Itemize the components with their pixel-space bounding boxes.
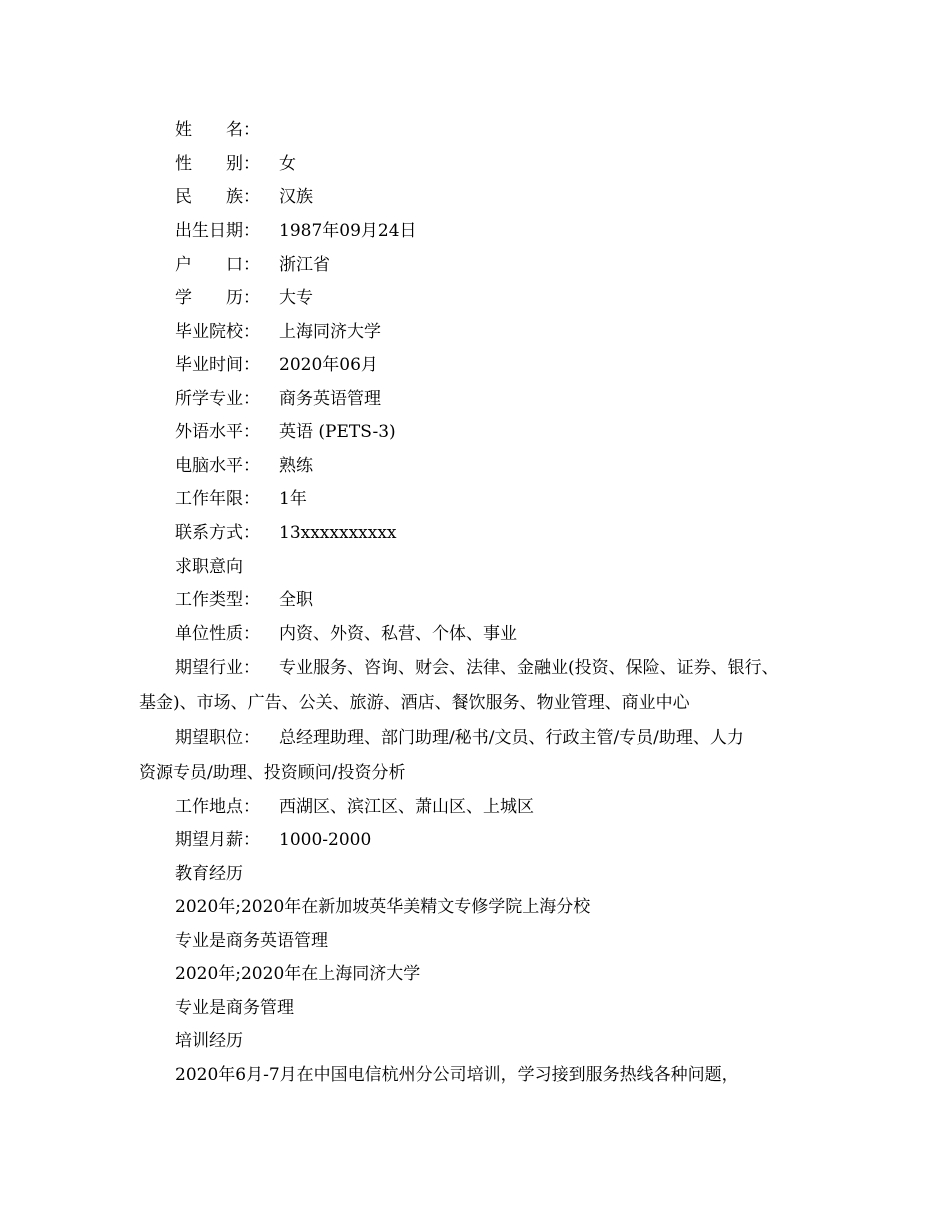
field-label: 期望职位：: [175, 728, 260, 748]
section-heading-training: 培训经历: [175, 1031, 243, 1051]
education-line: 专业是商务英语管理: [175, 931, 328, 951]
field-label: 外语水平：: [175, 422, 260, 442]
field-value: 英语 (PETS-3): [279, 422, 396, 442]
field-label: 出生日期：: [175, 221, 260, 241]
field-value: 商务英语管理: [279, 389, 381, 409]
section-heading-education: 教育经历: [175, 864, 243, 884]
field-value: 上海同济大学: [279, 322, 381, 342]
field-school: [175, 321, 381, 343]
field-label: 期望月薪：: [175, 830, 260, 850]
education-line: 专业是商务管理: [175, 998, 294, 1018]
field-label: 单位性质：: [175, 624, 260, 644]
field-name: [175, 119, 279, 141]
field-gender: [175, 153, 296, 175]
field-location: [175, 796, 534, 818]
field-grad-time: [175, 354, 378, 376]
field-value: 大专: [279, 288, 313, 308]
field-value: 全职: [279, 590, 313, 610]
field-birthdate: [175, 220, 417, 242]
field-label: 姓 名：: [175, 120, 260, 140]
field-value: 西湖区、滨江区、萧山区、上城区: [279, 797, 534, 817]
field-value: 专业服务、咨询、财会、法律、金融业(投资、保险、证券、银行、: [279, 658, 779, 678]
field-value: 汉族: [279, 187, 313, 207]
field-label: 电脑水平：: [175, 456, 260, 476]
education-line: 2020年;2020年在上海同济大学: [175, 964, 421, 984]
field-work-years: [175, 488, 307, 510]
field-contact: [175, 522, 397, 544]
field-company-nature: [175, 623, 517, 645]
field-label: 所学专业：: [175, 389, 260, 409]
training-line: 2020年6月-7月在中国电信杭州分公司培训，学习接到服务热线各种问题，: [175, 1065, 739, 1085]
field-value: 13xxxxxxxxxx: [279, 523, 397, 543]
field-label: 学 历：: [175, 288, 260, 308]
field-ethnicity: [175, 186, 313, 208]
field-value: 熟练: [279, 456, 313, 476]
field-value: 2020年06月: [279, 355, 378, 375]
field-salary: [175, 829, 371, 851]
field-value: 1000-2000: [279, 830, 372, 850]
field-value: 1年: [279, 489, 307, 509]
field-value: 总经理助理、部门助理/秘书/文员、行政主管/专员/助理、人力: [279, 728, 744, 748]
field-position: [175, 727, 744, 749]
field-label: 户 口：: [175, 255, 260, 275]
field-job-type: [175, 589, 313, 611]
field-value: 女: [279, 154, 296, 174]
field-major: [175, 388, 381, 410]
field-label: 性 别：: [175, 154, 260, 174]
field-degree: [175, 287, 313, 309]
field-value: 1987年09月24日: [279, 221, 417, 241]
field-industry: [175, 657, 779, 679]
field-label: 毕业时间：: [175, 355, 260, 375]
section-heading-job-intent: 求职意向: [175, 557, 243, 577]
field-label: 工作类型：: [175, 590, 260, 610]
field-computer: [175, 455, 313, 477]
field-position-continued: 资源专员/助理、投资顾问/投资分析: [139, 763, 406, 783]
field-label: 工作年限：: [175, 489, 260, 509]
field-value: 内资、外资、私营、个体、事业: [279, 624, 517, 644]
field-language: [175, 421, 396, 443]
field-label: 期望行业：: [175, 658, 260, 678]
field-label: 联系方式：: [175, 523, 260, 543]
field-value: 浙江省: [279, 255, 330, 275]
field-label: 工作地点：: [175, 797, 260, 817]
field-label: 民 族：: [175, 187, 260, 207]
education-line: 2020年;2020年在新加坡英华美精文专修学院上海分校: [175, 897, 591, 917]
field-hukou: [175, 254, 330, 276]
field-label: 毕业院校：: [175, 322, 260, 342]
field-industry-continued: 基金)、市场、广告、公关、旅游、酒店、餐饮服务、物业管理、商业中心: [139, 693, 690, 713]
